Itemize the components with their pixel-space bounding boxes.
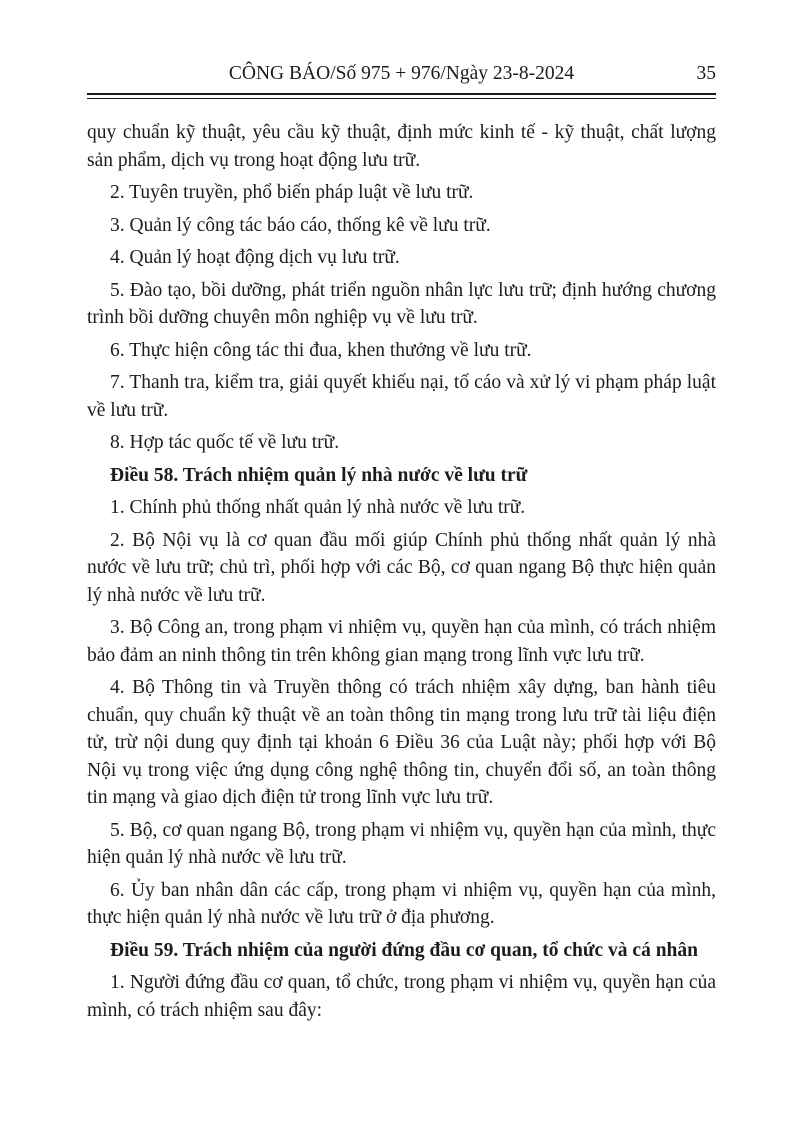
article-heading: Điều 58. Trách nhiệm quản lý nhà nước về lưu trữ [110,464,528,486]
paragraph: 5. Bộ, cơ quan ngang Bộ, trong phạm vi nhiệm vụ, quyền hạn của mình, thực hiện quản lý nhà nước về lưu trữ. [87,819,716,868]
paragraph: quy chuẩn kỹ thuật, yêu cầu kỹ thuật, định mức kinh tế - kỹ thuật, chất lượng sản phẩm, dịch vụ trong hoạt động lưu trữ. [87,122,716,171]
paragraph: 7. Thanh tra, kiểm tra, giải quyết khiếu nại, tố cáo và xử lý vi phạm pháp luật về lưu trữ. [87,372,716,421]
header-double-rule [87,93,716,99]
paragraph: 6. Thực hiện công tác thi đua, khen thưởng về lưu trữ. [110,339,532,361]
paragraph: 2. Tuyên truyền, phổ biến pháp luật về lưu trữ. [110,182,474,203]
paragraph: 4. Bộ Thông tin và Truyền thông có trách nhiệm xây dựng, ban hành tiêu chuẩn, quy chuẩn kỹ thuật về an toàn thông tin mạng trong lưu trữ tài liệu điện tử, trừ nội dung quy định tại khoản 6 Điều 36 của Luật này; phối hợp với Bộ Nội vụ trong việc ứng dụng công nghệ thông tin, chuyển đổi số, an toàn thông tin mạng và giao dịch điện tử trong lĩnh vực lưu trữ. [87,677,716,808]
paragraph: 6. Ủy ban nhân dân các cấp, trong phạm vi nhiệm vụ, quyền hạn của mình, thực hiện quản lý nhà nước về lưu trữ ở địa phương. [87,879,716,928]
paragraph: 4. Quản lý hoạt động dịch vụ lưu trữ. [110,247,400,268]
page-header [87,60,716,88]
paragraph: 3. Quản lý công tác báo cáo, thống kê về lưu trữ. [110,214,491,236]
gazette-header-title: CÔNG BÁO/Số 975 + 976/Ngày 23-8-2024 [228,63,575,84]
article-heading: Điều 59. Trách nhiệm của người đứng đầu cơ quan, tổ chức và cá nhân [110,939,698,961]
paragraph: 5. Đào tạo, bồi dưỡng, phát triển nguồn nhân lực lưu trữ; định hướng chương trình bồi dưỡng chuyên môn nghiệp vụ về lưu trữ. [87,279,716,328]
paragraph: 1. Chính phủ thống nhất quản lý nhà nước về lưu trữ. [110,497,526,518]
paragraph: 3. Bộ Công an, trong phạm vi nhiệm vụ, quyền hạn của mình, có trách nhiệm bảo đảm an ninh thông tin trên không gian mạng trong lĩnh vực lưu trữ. [87,617,716,666]
page-number: 35 [696,63,716,84]
paragraph: 8. Hợp tác quốc tế về lưu trữ. [110,432,340,453]
paragraph: 2. Bộ Nội vụ là cơ quan đầu mối giúp Chính phủ thống nhất quản lý nhà nước về lưu trữ; chủ trì, phối hợp với các Bộ, cơ quan ngang Bộ thực hiện quản lý nhà nước về lưu trữ. [87,529,716,606]
document-body [87,119,716,1024]
paragraph: 1. Người đứng đầu cơ quan, tổ chức, trong phạm vi nhiệm vụ, quyền hạn của mình, có trách nhiệm sau đây: [87,972,716,1021]
